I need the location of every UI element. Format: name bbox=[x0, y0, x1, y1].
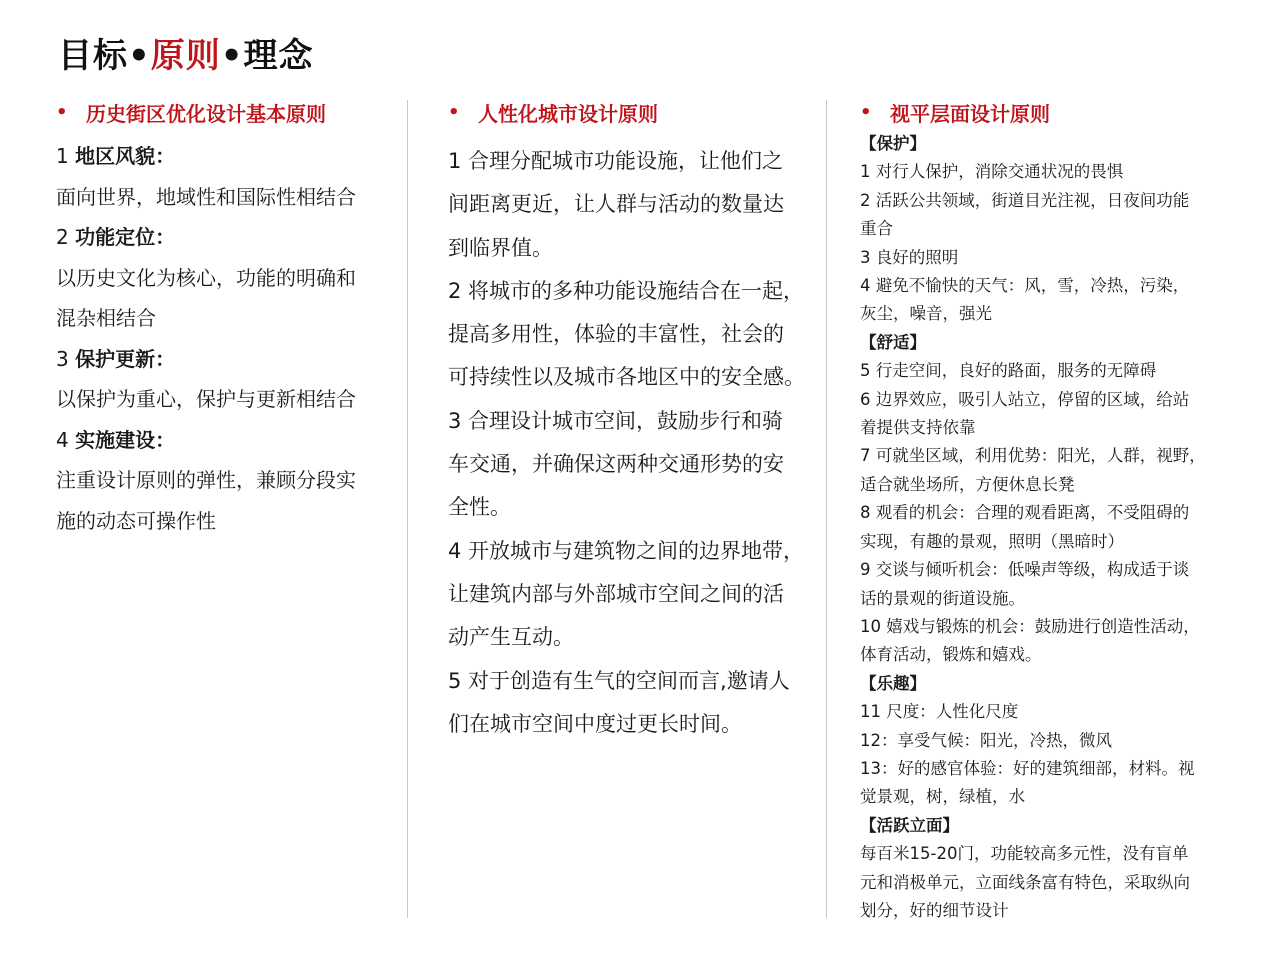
bullet-icon: • bbox=[56, 101, 68, 123]
text-line: 元和消极单元，立面线条富有特色，采取纵向 bbox=[860, 872, 1190, 892]
principle-number: 2 bbox=[56, 225, 76, 249]
column-divider-2 bbox=[826, 100, 827, 918]
column-divider-1 bbox=[407, 100, 408, 918]
text-line: 1 合理分配城市功能设施，让他们之 bbox=[448, 149, 784, 173]
principle-number: 1 bbox=[56, 144, 76, 168]
text-line: 3 合理设计城市空间，鼓励步行和骑 bbox=[448, 408, 784, 433]
text-line: 5 对于创造有生气的空间而言,邀请人 bbox=[448, 668, 790, 693]
heading-text: 人性化城市设计原则 bbox=[478, 101, 658, 126]
column-heading bbox=[56, 96, 392, 128]
section-header: 【舒适】 bbox=[860, 332, 926, 352]
principle-desc-line: 混杂相结合 bbox=[56, 306, 156, 330]
text-line: 3 良好的照明 bbox=[860, 247, 959, 267]
column-heading bbox=[860, 96, 1232, 128]
text-line: 6 边界效应，吸引人站立，停留的区域，给站 bbox=[860, 389, 1190, 409]
principle-subtitle: 实施建设： bbox=[75, 427, 176, 452]
text-line: 13：好的感官体验：好的建筑细部，材料。视 bbox=[860, 758, 1195, 778]
principle-subtitle: 保护更新： bbox=[75, 346, 176, 371]
text-line: 4 开放城市与建筑物之间的边界地带， bbox=[448, 538, 805, 563]
principle-text bbox=[448, 140, 810, 746]
text-line: 话的景观的街道设施。 bbox=[860, 588, 1025, 608]
bullet-icon: • bbox=[448, 101, 460, 123]
principle-desc: 以保护为重心，保护与更新相结合 bbox=[56, 387, 356, 411]
text-line: 9 交谈与倾听机会：低噪声等级，构成适于谈 bbox=[860, 560, 1190, 580]
principle-text bbox=[860, 130, 1232, 925]
text-line: 适合就坐场所，方便休息长凳 bbox=[860, 474, 1075, 494]
text-line: 2 活跃公共领域，街道目光注视，日夜间功能 bbox=[860, 190, 1190, 210]
text-line: 让建筑内部与外部城市空间之间的活 bbox=[448, 581, 784, 606]
page-title bbox=[58, 28, 313, 77]
text-line: 车交通，并确保这两种交通形势的安 bbox=[448, 452, 784, 477]
text-line: 12：享受气候：阳光，冷热，微风 bbox=[860, 730, 1112, 750]
text-line: 提高多用性，体验的丰富性，社会的 bbox=[448, 322, 784, 347]
text-line: 觉景观，树，绿植，水 bbox=[860, 787, 1025, 807]
text-line: 到临界值。 bbox=[448, 235, 553, 260]
text-line: 重合 bbox=[860, 219, 893, 239]
principle-list bbox=[56, 136, 392, 541]
principle-desc-line: 施的动态可操作性 bbox=[56, 508, 216, 533]
principle-subtitle: 地区风貌： bbox=[75, 144, 176, 168]
text-line: 4 避免不愉快的天气：风，雪，冷热，污染， bbox=[860, 276, 1190, 296]
text-line: 间距离更近，让人群与活动的数量达 bbox=[448, 192, 784, 217]
principle-title bbox=[56, 339, 392, 380]
heading-text: 视平层面设计原则 bbox=[890, 101, 1050, 126]
text-line: 可持续性以及城市各地区中的安全感。 bbox=[448, 365, 805, 390]
principle-title bbox=[56, 136, 392, 177]
heading-text: 历史街区优化设计基本原则 bbox=[86, 101, 326, 126]
text-line: 体育活动，锻炼和嬉戏。 bbox=[860, 645, 1042, 665]
text-line: 动产生互动。 bbox=[448, 625, 574, 650]
principle-desc-line: 注重设计原则的弹性，兼顾分段实 bbox=[56, 468, 356, 492]
column-human-scale bbox=[448, 96, 810, 746]
principle-desc: 面向世界，地域性和国际性相结合 bbox=[56, 184, 356, 209]
text-line: 2 将城市的多种功能设施结合在一起， bbox=[448, 278, 805, 303]
principle-title bbox=[56, 420, 392, 461]
column-historic-district bbox=[56, 96, 392, 541]
text-line: 10 嬉戏与锻炼的机会：鼓励进行创造性活动， bbox=[860, 616, 1200, 636]
column-eye-level bbox=[860, 96, 1232, 925]
text-line: 们在城市空间中度过更长时间。 bbox=[448, 711, 742, 736]
text-line: 8 观看的机会：合理的观看距离，不受阻碍的 bbox=[860, 503, 1190, 523]
text-line: 11 尺度：人性化尺度 bbox=[860, 702, 1019, 722]
title-part-2: 原则 bbox=[150, 36, 221, 76]
text-line: 7 可就坐区域，利用优势：阳光，人群，视野， bbox=[860, 446, 1206, 466]
text-line: 着提供支持依靠 bbox=[860, 418, 976, 438]
text-line: 全性。 bbox=[448, 495, 511, 520]
title-part-3: •理念 bbox=[220, 36, 314, 76]
principle-subtitle: 功能定位： bbox=[75, 225, 176, 249]
text-line: 灰尘，噪音，强光 bbox=[860, 304, 992, 324]
column-heading bbox=[448, 96, 810, 128]
title-part-1: 目标• bbox=[58, 36, 151, 76]
principle-title bbox=[56, 217, 392, 258]
text-line: 1 对行人保护，消除交通状况的畏惧 bbox=[860, 162, 1124, 182]
text-line: 5 行走空间，良好的路面，服务的无障碍 bbox=[860, 361, 1157, 381]
principle-desc-line: 以历史文化为核心，功能的明确和 bbox=[56, 265, 356, 290]
section-header: 【活跃立面】 bbox=[860, 815, 959, 835]
text-line: 每百米15-20门，功能较高多元性，没有盲单 bbox=[860, 844, 1189, 864]
section-header: 【乐趣】 bbox=[860, 673, 926, 693]
principle-number: 4 bbox=[56, 427, 76, 452]
text-line: 划分，好的细节设计 bbox=[860, 900, 1009, 920]
bullet-icon: • bbox=[860, 101, 872, 123]
principle-number: 3 bbox=[56, 346, 76, 371]
text-line: 实现，有趣的景观，照明（黑暗时） bbox=[860, 531, 1124, 551]
section-header: 【保护】 bbox=[860, 134, 926, 153]
